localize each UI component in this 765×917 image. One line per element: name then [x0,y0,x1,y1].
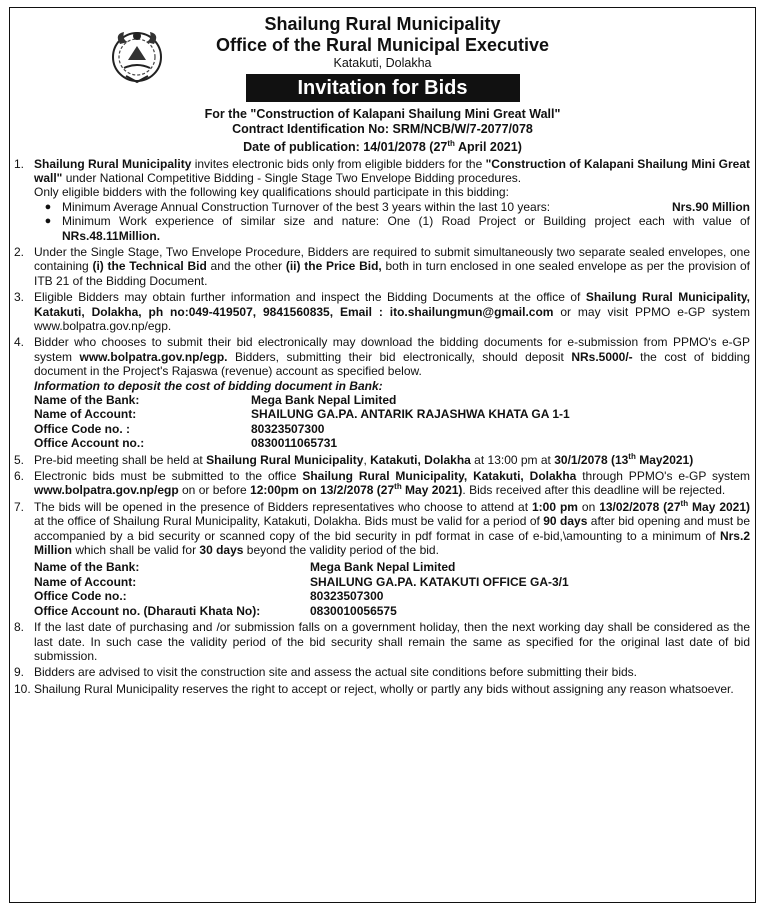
publication-date: Date of publication: 14/01/2078 (27th April 2021) [243,138,522,154]
list-item-5: 5. Pre-bid meeting shall be held at Shailung Rural Municipality, Katakuti, Dolakha at 13:00 pm at 30/1/2078 (13th May2021) [14,451,694,467]
list-item-4: 4. Bidder who chooses to submit their bid electronically may download the bidding documents for e-submission from PPMO's e-GP system www.bolpatra.gov.np/egp. Bidders, submitting their bid electronically, should deposit NRs.5000/- the cost of bidding document in the Project's Rajaswa (revenue) account as specified below. Information to deposit the cost of bidding document in Bank: Name of the Bank: Mega Bank Nepal Limited Name of Account: SHAILUNG GA.PA. ANTARIK RAJASHWA KHATA GA 1-1 Office Code no. : 80323507300 Office Account no.: 0830011065731 [14,335,751,451]
bank-row: Name of the Bank: Mega Bank Nepal Limited [34,393,397,407]
contact-info: Shailung Rural Municipality, Katakuti, Dolakha, ph no:049-419507, 9841560835, Email : ito.shailungmun@gmail.com [34,290,750,319]
list-item-10: 10. Shailung Rural Municipality reserves the right to accept or reject, wholly or partly any bids without assigning any reason whatsoever. [14,681,734,696]
nepal-government-emblem-icon [106,24,168,86]
bullet-icon: ● [44,215,52,228]
bank-row: Office Account no.: 0830011065731 [34,436,338,451]
list-item-2: 2. Under the Single Stage, Two Envelope Procedure, Bidders are required to submit simultaneously two separate sealed envelopes, one containing (i) the Technical Bid and the other (ii) the Price Bid, both in turn enclosed in one sealed envelope as per the provision of ITB 21 of the Bidding Document. [14,244,751,288]
contract-id: Contract Identification No: SRM/NCB/W/7-2077/078 [232,121,533,136]
list-item-3: 3. Eligible Bidders may obtain further information and inspect the Bidding Documents at the office of Shailung Rural Municipality, Katakuti, Dolakha, ph no:049-419507, 9841560835, Email : ito.shailungmun@gmail.com or may visit PPMO e-GP system www.bolpatra.gov.np/egp. [14,290,750,333]
bank-row: Name of Account: SHAILUNG GA.PA. KATAKUTI OFFICE GA-3/1 [34,574,569,589]
egp-link: www.bolpatra.gov.np/egp. [79,349,228,364]
qualification-bullet: ● Minimum Average Annual Construction Turnover of the best 3 years within the last 10 years: Nrs.90 Million [34,200,750,214]
list-item-6: 6. Electronic bids must be submitted to the office Shailung Rural Municipality, Katakuti, Dolakha through PPMO's e-GP system www.bolpatra.gov.np/egp on or before 12:00pm on 13/2/2078 (27th May 2021). Bids received after this deadline will be rejected. [14,469,751,498]
bank-row: Name of the Bank: Mega Bank Nepal Limited [34,560,456,575]
bank-row: Name of Account: SHAILUNG GA.PA. ANTARIK RAJASHWA KHATA GA 1-1 [34,407,570,422]
bank-row: Office Code no. : 80323507300 [34,421,325,436]
list-item-8: 8. If the last date of purchasing and /or submission falls on a government holiday, then the next working day shall be considered as the last date. In such case the validity period of the bid security shall remain the same as specified for the original last date of bid submission. [14,620,750,663]
office-location: Katakuti, Dolakha [333,56,432,70]
bank-info-heading: Information to deposit the cost of bidding document in Bank: [34,378,383,393]
bank-row: Office Account no. (Dharauti Khata No): 0830010056575 [34,603,397,618]
notice-page [9,7,756,903]
notice-body [10,157,755,697]
title-banner: Invitation for Bids [246,74,520,102]
municipality-name: Shailung Rural Municipality [264,14,501,34]
project-title: For the "Construction of Kalapani Shailung Mini Great Wall" [204,107,561,121]
office-name: Office of the Rural Municipal Executive [215,35,550,55]
bullet-icon: ● [44,200,52,213]
list-item-9: 9. Bidders are advised to visit the construction site and assess the actual site conditions before submitting their bids. [14,665,637,680]
list-item-1: 1. Shailung Rural Municipality invites electronic bids only from eligible bidders for the "Construction of Kalapani Shailung Mini Great wall" under National Competitive Bidding - Single Stage Two Envelope Bidding procedures. Only eligible bidders with the following key qualifications should participate in this bidding: ● Minimum Average Annual Construction Turnover of the best 3 years within the last 10 years: Nrs.90 Million ● Minimum Work experience of similar size and nature: One (1) Road Project or Building project each with value of NRs.48.11Million. [14,156,750,243]
bank-row: Office Code no.: 80323507300 [34,589,384,604]
list-item-7: 7. The bids will be opened in the presence of Bidders representatives who choose to attend at 1:00 pm on 13/02/2078 (27th May 2021) at the office of Shailung Rural Municipality, Katakuti, Dolakha. Bids must be valid for a period of 90 days after bid opening and must be accompanied by a bid security or scanned copy of the bid security in pdf format in case of e-bid,\amounting to a minimum of Nrs.2 Million which shall be valid for 30 days beyond the validity period of the bid. Name of the Bank: Mega Bank Nepal Limited Name of Account: SHAILUNG GA.PA. KATAKUTI OFFICE GA-3/1 Office Code no.: 80323507300 Office Account no. (Dharauti Khata No): 0830010056575 [14,498,751,618]
qualification-bullet: ● Minimum Work experience of similar size and nature: One (1) Road Project or Building project each with value of NRs.48.11Million. [34,214,750,243]
